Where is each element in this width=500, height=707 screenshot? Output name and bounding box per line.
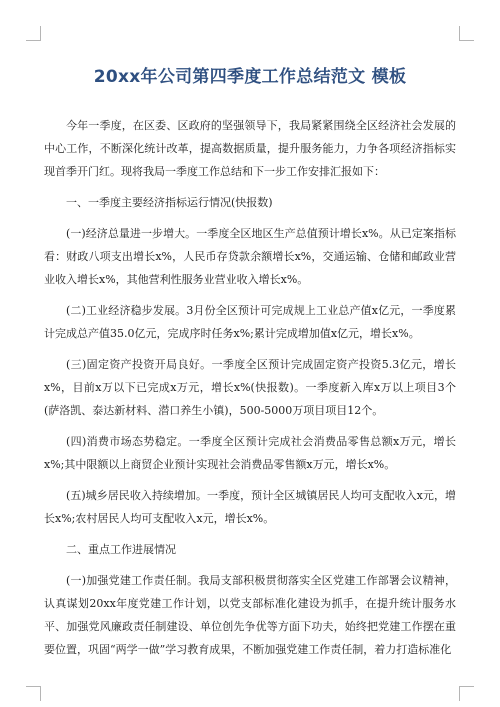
document-page — [44, 66, 456, 669]
crop-mark-bottom-left — [26, 686, 41, 701]
paragraph-fixed-asset-investment: (三)固定资产投资开局良好。一季度全区预计完成固定资产投资5.3亿元，增长x%，目前x万以下已完成x万元，增长x%(快报数)。一季度新入库x万以上项目3个(萨洛凯、泰达新材料、潜口养生小镇)，500-5000万项目项目12个。 — [44, 358, 456, 417]
section-heading-key-work: 二、重点工作进展情况 — [66, 543, 176, 556]
paragraph-resident-income: (五)城乡居民收入持续增加。一季度，预计全区城镇居民人均可支配收入x元，增长x%;农村居民人均可支配收入x元，增长x%。 — [44, 489, 456, 525]
paragraph-party-building: (一)加强党建工作责任制。我局支部积极贯彻落实全区党建工作部署会议精神，认真谋划20xx年度党建工作计划，以党支部标准化建设为抓手，在提升统计服务水平、加强党风廉政责任制建设、单位创先争优等方面下功夫，始终把党建工作摆在重要位置，巩固“两学一做”学习教育成果，不断加强党建工作责任制，着力打造标准化 — [44, 574, 456, 656]
crop-mark-top-right — [459, 26, 474, 41]
paragraph-economic-output: (一)经济总量进一步增大。一季度全区地区生产总值预计增长x%。从已定案指标看：财政八项支出增长x%，人民币存贷款余额增长x%，交通运输、仓储和邮政业营业收入增长x%，其他营利性服务业营业收入增长x%。 — [44, 227, 456, 286]
paragraph-industrial-economy: (二)工业经济稳步发展。3月份全区预计可完成规上工业总产值x亿元，一季度累计完成总产值35.0亿元，完成序时任务x%;累计完成增加值x亿元，增长x%。 — [44, 304, 456, 340]
section-heading-economic-indicators: 一、一季度主要经济指标运行情况(快报数) — [66, 196, 273, 209]
crop-mark-bottom-right — [459, 686, 474, 701]
document-title: 20xx年公司第四季度工作总结范文 模板 — [93, 67, 407, 87]
intro-paragraph: 今年一季度，在区委、区政府的坚强领导下，我局紧紧围绕全区经济社会发展的中心工作，不断深化统计改革，提高数据质量，提升服务能力，力争各项经济指标实现首季开门红。现将我局一季度工作总结和下一步工作安排汇报如下： — [44, 119, 456, 178]
crop-mark-top-left — [26, 26, 41, 41]
paragraph-consumer-market: (四)消费市场态势稳定。一季度全区预计完成社会消费品零售总额x万元，增长x%;其中限额以上商贸企业预计实现社会消费品零售额x万元，增长x%。 — [44, 435, 456, 471]
